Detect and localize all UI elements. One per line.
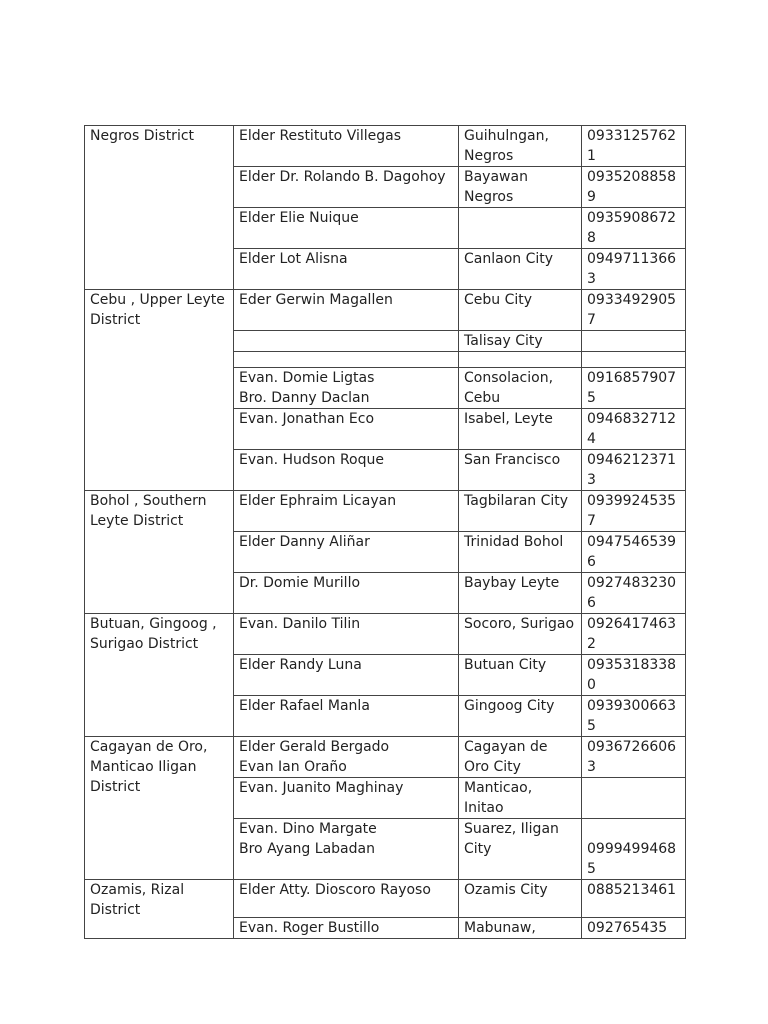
contact-location [459,352,582,368]
contact-name: Dr. Domie Murillo [234,573,459,614]
contact-phone: 09353183380 [582,655,686,696]
contact-name: Evan. Hudson Roque [234,450,459,491]
contact-location: Bayawan Negros [459,167,582,208]
contact-location: Guihulngan, Negros [459,126,582,167]
contact-name: Elder Atty. Dioscoro Rayoso [234,880,459,918]
contact-phone: 09264174632 [582,614,686,655]
contact-location: Manticao, Initao [459,778,582,819]
contact-name: Elder Danny Aliñar [234,532,459,573]
contact-phone [582,352,686,368]
contact-name: Evan. Jonathan Eco [234,409,459,450]
contact-location: Gingoog City [459,696,582,737]
contact-location: Ozamis City [459,880,582,918]
contact-phone: 09497113663 [582,249,686,290]
district-name: Cebu , Upper Leyte District [85,290,234,491]
contact-location: Socoro, Surigao [459,614,582,655]
contact-location [459,208,582,249]
contact-phone: 0885213461 [582,880,686,918]
contact-name: Elder Rafael Manla [234,696,459,737]
contact-name: Evan. Domie Ligtas Bro. Danny Daclan [234,368,459,409]
contact-location: Cagayan de Oro City [459,737,582,778]
contact-phone [582,778,686,819]
contact-phone: 09994994685 [582,819,686,880]
table-row [85,126,686,167]
contact-location: Isabel, Leyte [459,409,582,450]
contact-phone: 09475465396 [582,532,686,573]
table-row [85,737,686,778]
contact-location: Consolacion, Cebu [459,368,582,409]
contact-location: Canlaon City [459,249,582,290]
contact-phone: 09334929057 [582,290,686,331]
contact-location: Trinidad Bohol [459,532,582,573]
contact-location: Baybay Leyte [459,573,582,614]
contact-phone: 09462123713 [582,450,686,491]
table-row [85,614,686,655]
contact-phone: 09352088589 [582,167,686,208]
contact-location: Suarez, Iligan City [459,819,582,880]
contact-name: Elder Dr. Rolando B. Dagohoy [234,167,459,208]
contact-phone: 09393006635 [582,696,686,737]
district-name: Cagayan de Oro, Manticao Iligan District [85,737,234,880]
contact-location: Mabunaw, [459,918,582,939]
contact-phone: 09359086728 [582,208,686,249]
contact-name: Elder Gerald Bergado Evan Ian Oraño [234,737,459,778]
contact-name [234,352,459,368]
district-contact-table [84,125,686,939]
district-name: Bohol , Southern Leyte District [85,491,234,614]
contact-name: Evan. Danilo Tilin [234,614,459,655]
contact-name [234,331,459,352]
table-row [85,491,686,532]
district-name: Ozamis, Rizal District [85,880,234,939]
table-row [85,880,686,918]
contact-location: Talisay City [459,331,582,352]
contact-name: Elder Lot Alisna [234,249,459,290]
contact-name: Evan. Juanito Maghinay [234,778,459,819]
contact-location: Cebu City [459,290,582,331]
contact-location: Tagbilaran City [459,491,582,532]
contact-name: Eder Gerwin Magallen [234,290,459,331]
contact-name: Elder Restituto Villegas [234,126,459,167]
contact-phone: 09367266063 [582,737,686,778]
contact-phone [582,331,686,352]
contact-phone: 09468327124 [582,409,686,450]
contact-location: San Francisco [459,450,582,491]
contact-phone: 09274832306 [582,573,686,614]
contact-name: Evan. Dino Margate Bro Ayang Labadan [234,819,459,880]
contact-phone: 09168579075 [582,368,686,409]
contact-name: Elder Ephraim Licayan [234,491,459,532]
contact-phone: 09399245357 [582,491,686,532]
contact-name: Evan. Roger Bustillo [234,918,459,939]
district-name: Butuan, Gingoog , Surigao District [85,614,234,737]
contact-phone: 092765435 [582,918,686,939]
contact-name: Elder Randy Luna [234,655,459,696]
table-row [85,290,686,331]
contact-name: Elder Elie Nuique [234,208,459,249]
contact-location: Butuan City [459,655,582,696]
district-name: Negros District [85,126,234,290]
contact-phone: 09331257621 [582,126,686,167]
